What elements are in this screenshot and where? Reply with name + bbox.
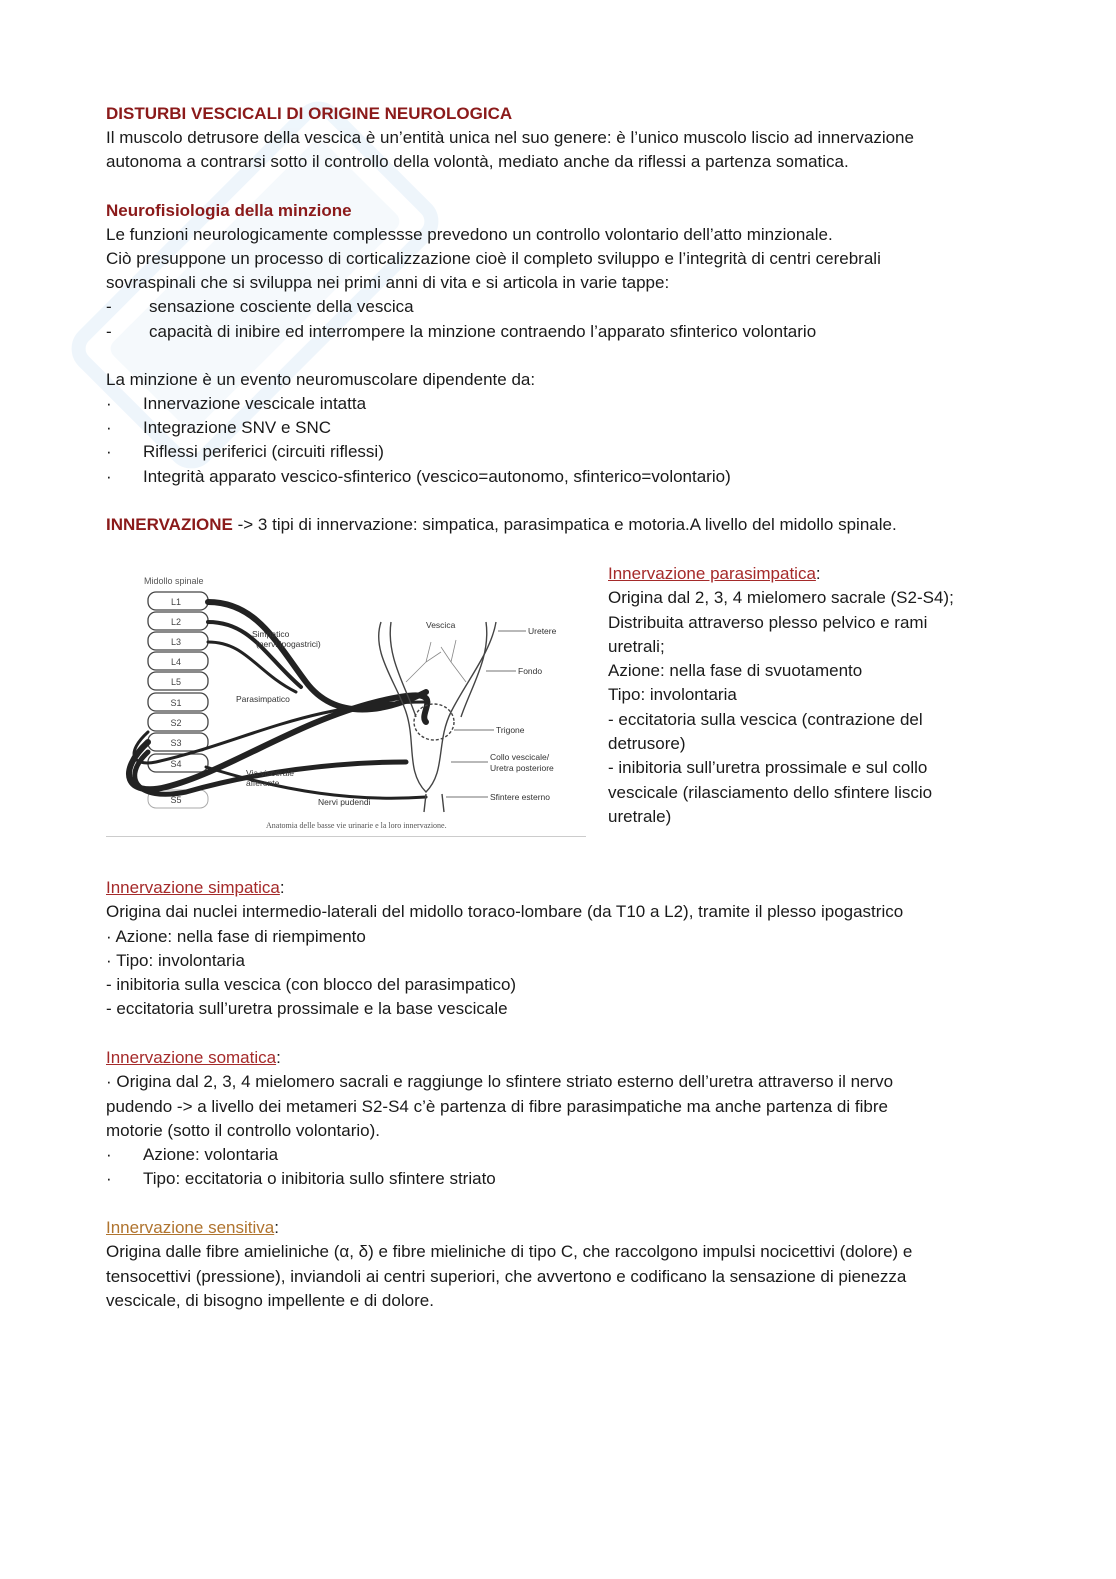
sensitiva-line: tensocettivi (pressione), inviandoli ai centri superiori, che avvertono e codificano la sensazione di pienezza xyxy=(106,1266,907,1286)
list-item: Integrazione SNV e SNC xyxy=(143,418,332,437)
somatica-line: · Origina dal 2, 3, 4 mielomero sacrali e raggiunge lo sfintere striato esterno dell’uretra attraverso il nervo xyxy=(106,1072,894,1092)
vertebra-label: S5 xyxy=(170,795,182,805)
simpatica-line: · Tipo: involontaria xyxy=(106,950,245,970)
neuro-paragraph-2a: Ciò presuppone un processo di corticalizzazione cioè il completo sviluppo e l’integrità di centri cerebrali xyxy=(106,249,881,268)
simpatica-line: - inibitoria sulla vescica (con blocco del parasimpatico) xyxy=(106,975,517,995)
label-collo: Collo vescicale/ xyxy=(490,752,550,762)
bullet-marker: · xyxy=(106,1145,112,1164)
document-title: DISTURBI VESCICALI DI ORIGINE NEUROLOGICA xyxy=(106,104,513,123)
parasimpatica-line: Tipo: involontaria xyxy=(608,685,737,705)
heading-colon: : xyxy=(815,564,821,583)
sensitiva-block xyxy=(106,1216,1006,1313)
figure-caption: Anatomia delle basse vie urinarie e la loro innervazione. xyxy=(266,821,447,830)
simpatica-line: Origina dai nuclei intermedio-laterali del midollo toraco-lombare (da T10 a L2), tramite il plesso ipogastrico xyxy=(106,902,904,922)
parasimpatica-line: - eccitatoria sulla vescica (contrazione del xyxy=(608,709,923,729)
vertebra-label: S2 xyxy=(170,718,182,728)
label-uretra: Uretra posteriore xyxy=(490,763,554,773)
minzione-lead: La minzione è un evento neuromuscolare dipendente da: xyxy=(106,370,536,389)
dash-marker: - xyxy=(106,297,112,316)
somatica-heading-line xyxy=(106,1046,1006,1070)
parasimpatica-line: vescicale (rilasciamento dello sfintere liscio xyxy=(608,782,933,802)
sensitiva-line: vescicale, di bisogno impellente e di dolore. xyxy=(106,1290,434,1310)
vertebra-label: S3 xyxy=(170,738,182,748)
parasimpatica-block xyxy=(608,562,988,829)
vertebra-label: L4 xyxy=(170,657,182,667)
list-item: Azione: volontaria xyxy=(143,1145,279,1164)
label-afferente: afferente xyxy=(246,778,280,788)
simpatica-heading-line xyxy=(106,876,1006,900)
parasimpatica-line: Distribuita attraverso plesso pelvico e rami xyxy=(608,612,928,632)
list-item: sensazione cosciente della vescica xyxy=(149,297,414,316)
parasimpatica-heading: Innervazione parasimpatica xyxy=(608,564,816,583)
bullet-marker: · xyxy=(106,467,112,486)
innervazione-text: -> 3 tipi di innervazione: simpatica, parasimpatica e motoria.A livello del midollo spinale. xyxy=(232,515,897,534)
parasimpatica-line: uretrali; xyxy=(608,636,665,656)
parasimpatica-line: detrusore) xyxy=(608,734,686,754)
parasimpatica-line: Azione: nella fase di svuotamento xyxy=(608,661,863,681)
label-parasimpatico: Parasimpatico xyxy=(236,694,290,704)
bullet-marker: · xyxy=(106,394,112,413)
vertebra-label: L3 xyxy=(170,637,182,647)
label-vescica: Vescica xyxy=(426,620,456,630)
simpatica-heading: Innervazione simpatica xyxy=(106,878,280,897)
list-item: Riflessi periferici (circuiti riflessi) xyxy=(143,442,384,461)
sensitiva-heading: Innervazione sensitiva xyxy=(106,1218,275,1237)
label-nervi-pudendi: Nervi pudendi xyxy=(318,797,371,807)
innervazione-line xyxy=(106,513,897,537)
vertebra-label: S1 xyxy=(170,698,182,708)
list-item: Integrità apparato vescico-sfinterico (vescico=autonomo, sfinterico=volontario) xyxy=(143,467,731,486)
label-via-viscerale: Via viscerale xyxy=(246,768,295,778)
list-item: Innervazione vescicale intatta xyxy=(143,394,367,413)
label-sfintere: Sfintere esterno xyxy=(490,792,551,802)
heading-colon: : xyxy=(279,878,285,897)
somatica-block xyxy=(106,1046,1006,1143)
bullet-marker: · xyxy=(106,418,112,437)
simpatica-line: - eccitatoria sull’uretra prossimale e la base vescicale xyxy=(106,999,508,1019)
vertebra-label: L1 xyxy=(170,597,182,607)
anatomy-figure xyxy=(106,562,586,840)
vertebra-label: S4 xyxy=(170,759,182,769)
neuro-paragraph-2b: sovraspinali che si sviluppa nei primi anni di vita e si articola in varie tappe: xyxy=(106,273,670,292)
simpatica-line: · Azione: nella fase di riempimento xyxy=(106,926,366,946)
label-trigono: Trigone xyxy=(496,725,525,735)
label-simpatico-sub: (nervi ipogastrici) xyxy=(256,639,321,649)
list-item: capacità di inibire ed interrompere la minzione contraendo l’apparato sfinterico volontario xyxy=(149,322,817,341)
figure-divider xyxy=(106,836,586,837)
heading-colon: : xyxy=(274,1218,279,1237)
intro-line-1: Il muscolo detrusore della vescica è un’entità unica nel suo genere: è l’unico muscolo liscio ad innervazione xyxy=(106,128,914,147)
label-fondo: Fondo xyxy=(518,666,543,676)
sensitiva-heading-line xyxy=(106,1216,1006,1240)
somatica-line: motorie (sotto il controllo volontario). xyxy=(106,1120,381,1140)
bullet-marker: · xyxy=(106,1169,112,1188)
list-item: Tipo: eccitatoria o inibitoria sullo sfintere striato xyxy=(143,1169,496,1188)
dash-marker: - xyxy=(106,322,112,341)
heading-colon: : xyxy=(276,1048,281,1067)
neuro-paragraph-1: Le funzioni neurologicamente complessse prevedono un controllo volontario dell’atto minzionale. xyxy=(106,225,833,244)
somatica-line: pudendo -> a livello dei metameri S2-S4 c’è partenza di fibre parasimpatiche ma anche partenza di fibre xyxy=(106,1096,888,1116)
label-midollo: Midollo spinale xyxy=(144,576,204,586)
sensitiva-line: Origina dalle fibre amieliniche (α, δ) e fibre mieliniche di tipo C, che raccolgono impulsi nocicettivi (dolore) e xyxy=(106,1242,913,1262)
parasimpatica-line: Origina dal 2, 3, 4 mielomero sacrale (S2-S4); xyxy=(608,588,954,608)
bullet-marker: · xyxy=(106,442,112,461)
simpatica-block xyxy=(106,876,1006,1022)
parasimpatica-heading-line xyxy=(608,562,988,586)
parasimpatica-line: - inibitoria sull’uretra prossimale e sul collo xyxy=(608,758,928,778)
parasimpatica-line: uretrale) xyxy=(608,806,672,826)
vertebra-label: L5 xyxy=(170,677,182,687)
label-simpatico: Simpatico xyxy=(252,629,290,639)
somatica-heading: Innervazione somatica xyxy=(106,1048,277,1067)
label-uretere: Uretere xyxy=(528,626,557,636)
section-heading-neurofisiologia: Neurofisiologia della minzione xyxy=(106,201,352,220)
vertebra-label: L2 xyxy=(170,617,182,627)
intro-line-2: autonoma a contrarsi sotto il controllo della volontà, mediato anche da riflessi a partenza somatica. xyxy=(106,152,849,171)
innervazione-label: INNERVAZIONE xyxy=(106,515,233,534)
